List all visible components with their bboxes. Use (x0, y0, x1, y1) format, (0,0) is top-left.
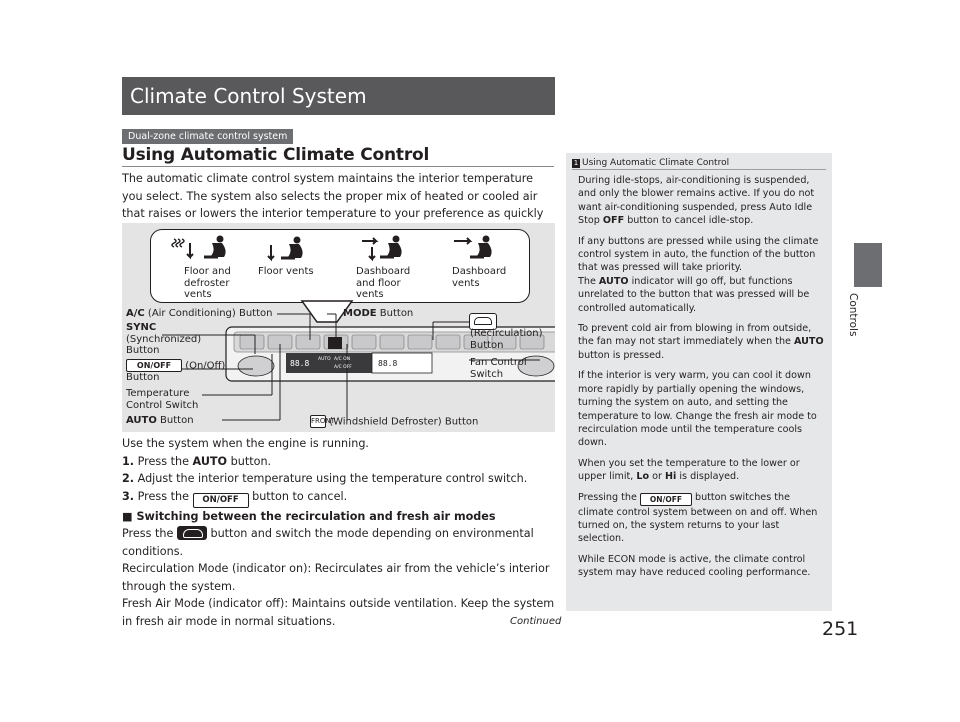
chapter-title-bar (122, 77, 555, 115)
fresh-air-mode-text: Fresh Air Mode (indicator off): Maintains outside ventilation. Keep the system in fresh air mode in normal situations. (122, 597, 555, 628)
intro-paragraph: The automatic climate control system maintains the interior temperature you select. The system also selects the proper mix of heated or cooled air that raises or lowers the interior temperature to your preference as quickly (122, 172, 544, 220)
display-auto: AUTO (318, 357, 331, 362)
side-note-p4: If the interior is very warm, you can cool it down more rapidly by partially opening the windows, turning the system on auto, and setting the temperature to low. Change the fresh air mode to recirculation mode until the temperature cools down. (578, 370, 817, 449)
vent-label-floor-defroster: Floor and defroster vents (184, 266, 231, 300)
onoff-button-icon: ON/OFF (193, 493, 249, 508)
callout-mode-button: MODE Button (343, 308, 414, 319)
step-1: 1. Press the AUTO button. (122, 454, 272, 468)
side-note-p3: To prevent cold air from blowing in from outside, the fan may not start immediately when the AUTO button is pressed. (578, 323, 824, 361)
onoff-button-icon: ON/OFF (640, 493, 692, 506)
callout-ac-button: A/C (Air Conditioning) Button (126, 308, 273, 319)
side-note-p2: If any buttons are pressed while using the climate control system in auto, the function of the button that was pressed will take priority. The AUTO indicator will go off, but functions unrelated to the button that was pressed will be controlled automatically. (578, 235, 819, 314)
heading-rule (122, 166, 554, 167)
onoff-badge: ON/OFF (126, 359, 182, 372)
display-ac-off: A/C OFF (334, 365, 352, 370)
side-note-rule (572, 169, 826, 170)
chapter-title: Climate Control System (130, 84, 367, 108)
callout-onoff-button: ON/OFF (On/Off) Button (126, 360, 226, 383)
recirculation-mode-text: Recirculation Mode (indicator on): Recirculates air from the vehicle’s interior through the system. (122, 562, 550, 593)
floor-defroster-airflow-icon (168, 233, 230, 265)
floor-airflow-icon (265, 235, 307, 265)
callout-sync-button: SYNC (Synchronized) Button (126, 322, 202, 356)
dashboard-floor-airflow-icon (360, 233, 406, 265)
side-note-p6: Pressing the ON/OFF button switches the climate control system between on and off. When turned on, the system returns to your last selection. (578, 491, 818, 545)
page-number: 251 (822, 618, 859, 640)
side-note-p5: When you set the temperature to the lower or upper limit, Lo or Hi is displayed. (578, 457, 800, 483)
dashboard-airflow-icon (452, 233, 496, 265)
chapter-tab[interactable] (854, 243, 882, 287)
recirculation-button-icon (177, 526, 207, 540)
vent-label-floor: Floor vents (258, 266, 314, 277)
callout-recirculation-button: (Recirculation) Button (470, 328, 543, 351)
vent-label-dashboard: Dashboard vents (452, 266, 507, 289)
subheading-recirculation: ■ Switching between the recirculation and fresh air modes (122, 509, 496, 523)
usage-line: Use the system when the engine is running. (122, 437, 369, 450)
step-3: 3. Press the ON/OFF button to cancel. (122, 488, 562, 508)
callout-auto-button: AUTO Button (126, 415, 194, 426)
display-temp-right: 88.8 (378, 359, 398, 368)
page-heading: Using Automatic Climate Control (122, 145, 430, 165)
section-tag: Dual-zone climate control system (122, 129, 293, 144)
callout-fan-switch: Fan Control Switch (470, 357, 527, 380)
callout-temperature-switch: Temperature Control Switch (126, 388, 199, 411)
side-note-heading: 1 Using Automatic Climate Control (573, 158, 730, 168)
side-note-p1: During idle-stops, air-conditioning is suspended, and only the blower remains active. If you do not want air-conditioning suspended, press Auto Idle Stop OFF button to cancel idle-stop. (578, 175, 815, 227)
step-2: 2. Adjust the interior temperature using the temperature control switch. (122, 472, 528, 485)
front-defroster-icon: FRONT (310, 415, 326, 428)
side-note-p7: While ECON mode is active, the climate control system may have reduced cooling performance. (578, 553, 811, 579)
chapter-tab-label: Controls (847, 293, 859, 337)
vent-label-dashboard-floor: Dashboard and floor vents (356, 266, 411, 300)
display-ac-on: A/C ON (334, 357, 351, 362)
continued-label: Continued (510, 616, 562, 627)
display-temp-left: 88.8 (290, 359, 310, 368)
press-recirc-line: Press the button and switch the mode depending on environmental conditions. (122, 527, 534, 558)
callout-defroster-button: FRONT (Windshield Defroster) Button (311, 416, 479, 428)
instructions (122, 435, 562, 630)
side-note-body (578, 174, 828, 587)
